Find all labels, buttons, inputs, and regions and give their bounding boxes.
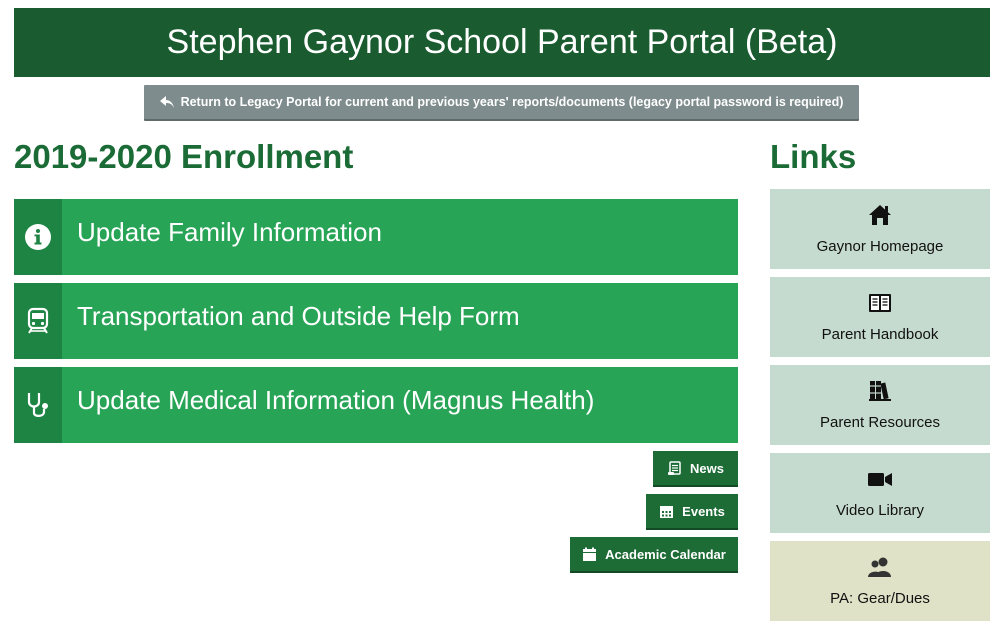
events-button[interactable] (646, 494, 738, 528)
calendar-grid-icon (659, 504, 674, 519)
events-label: Events (682, 503, 725, 519)
link-pa-gear-dues-label: PA: Gear/Dues (830, 590, 930, 607)
link-pa-gear-dues[interactable] (770, 541, 990, 621)
news-label: News (690, 460, 724, 476)
link-video-library-label: Video Library (835, 502, 925, 519)
info-icon (23, 222, 53, 252)
link-video-library[interactable] (770, 453, 990, 533)
scroll-icon (667, 461, 682, 476)
news-button[interactable] (653, 451, 738, 485)
legacy-portal-button[interactable] (144, 85, 859, 119)
page-title: Stephen Gaynor School Parent Portal (Beta) (166, 23, 838, 61)
link-gaynor-homepage[interactable] (770, 189, 990, 269)
link-gaynor-homepage-label: Gaynor Homepage (816, 238, 944, 255)
academic-calendar-button[interactable] (570, 537, 738, 571)
book-icon (867, 290, 893, 316)
calendar-icon (582, 547, 597, 562)
transportation-form-button[interactable] (14, 283, 738, 359)
links-title: Links (770, 138, 857, 175)
update-family-info-label: Update Family Information (77, 217, 382, 247)
transportation-form-label: Transportation and Outside Help Form (77, 301, 520, 331)
enrollment-title: 2019-2020 Enrollment (14, 138, 354, 175)
home-icon (867, 202, 893, 228)
academic-calendar-label: Academic Calendar (605, 546, 726, 562)
video-camera-icon (867, 466, 893, 492)
users-icon (867, 554, 893, 580)
reply-arrow-icon (160, 96, 174, 108)
link-parent-handbook[interactable] (770, 277, 990, 357)
train-icon (23, 306, 53, 336)
link-parent-resources-label: Parent Resources (819, 414, 941, 431)
stethoscope-icon (23, 390, 53, 420)
update-medical-info-button[interactable] (14, 367, 738, 443)
link-parent-resources[interactable] (770, 365, 990, 445)
books-icon (867, 378, 893, 404)
link-parent-handbook-label: Parent Handbook (821, 326, 939, 343)
update-medical-info-label: Update Medical Information (Magnus Health) (77, 385, 595, 415)
legacy-portal-label: Return to Legacy Portal for current and previous years' reports/documents (legacy portal password is required) (180, 95, 844, 109)
page-header (14, 8, 990, 77)
update-family-info-button[interactable] (14, 199, 738, 275)
